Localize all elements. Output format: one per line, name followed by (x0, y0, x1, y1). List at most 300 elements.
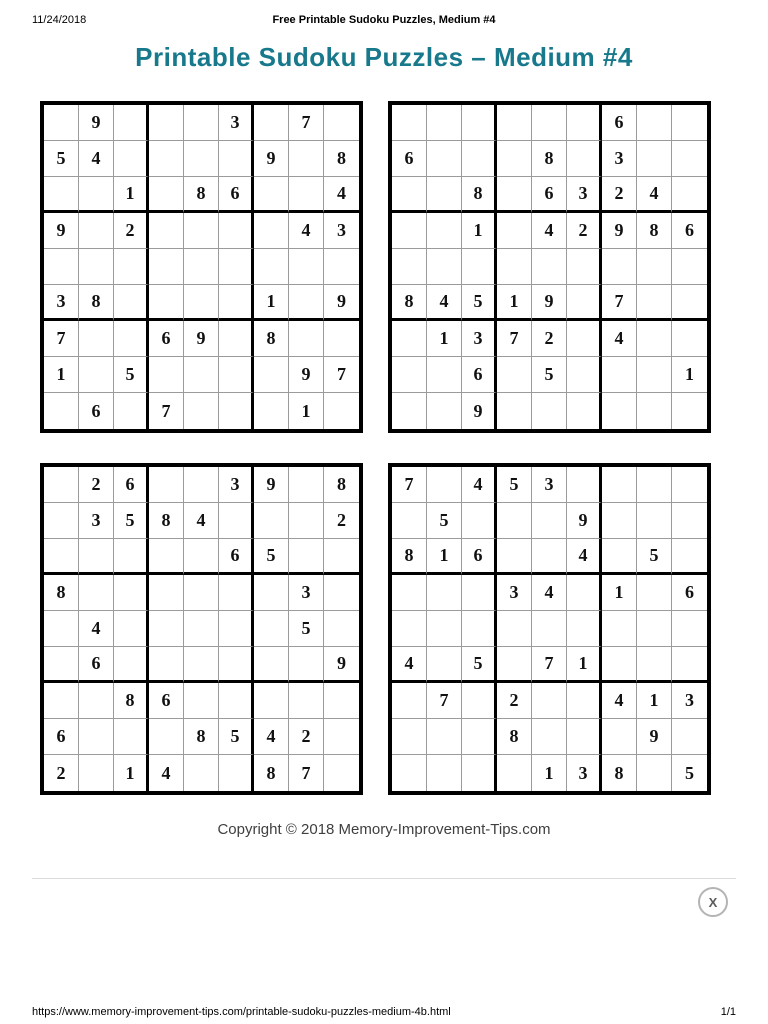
sudoku-cell (392, 177, 427, 213)
sudoku-cell (462, 719, 497, 755)
sudoku-cell: 4 (567, 539, 602, 575)
sudoku-cell: 5 (114, 357, 149, 393)
sudoku-cell (149, 249, 184, 285)
sudoku-cell (392, 357, 427, 393)
sudoku-cell (219, 503, 254, 539)
sudoku-cell: 9 (567, 503, 602, 539)
sudoku-cell (672, 503, 707, 539)
sudoku-cell: 8 (44, 575, 79, 611)
sudoku-cell (289, 647, 324, 683)
sudoku-cell (79, 575, 114, 611)
sudoku-cell (324, 575, 359, 611)
sudoku-cell (637, 467, 672, 503)
sudoku-cell (149, 285, 184, 321)
sudoku-cell (289, 177, 324, 213)
sudoku-cell: 1 (427, 539, 462, 575)
sudoku-cell: 3 (462, 321, 497, 357)
sudoku-cell (462, 755, 497, 791)
sudoku-cell (324, 105, 359, 141)
sudoku-cell (567, 285, 602, 321)
sudoku-cell (567, 141, 602, 177)
sudoku-cell (602, 249, 637, 285)
sudoku-cell: 1 (114, 755, 149, 791)
sudoku-cell: 4 (637, 177, 672, 213)
sudoku-cell (427, 467, 462, 503)
sudoku-cell: 1 (637, 683, 672, 719)
sudoku-cell (427, 141, 462, 177)
sudoku-cell (184, 249, 219, 285)
sudoku-cell: 1 (672, 357, 707, 393)
sudoku-cell (567, 105, 602, 141)
sudoku-cell (532, 393, 567, 429)
sudoku-cell (324, 719, 359, 755)
puzzle-grid-container (40, 101, 768, 795)
sudoku-grid-top-right (388, 101, 711, 433)
sudoku-cell (672, 141, 707, 177)
sudoku-cell (44, 611, 79, 647)
sudoku-cell (497, 539, 532, 575)
sudoku-cell (672, 539, 707, 575)
sudoku-cell (324, 321, 359, 357)
sudoku-cell: 2 (532, 321, 567, 357)
sudoku-cell (672, 647, 707, 683)
sudoku-cell (114, 105, 149, 141)
sudoku-cell (219, 141, 254, 177)
sudoku-cell: 9 (532, 285, 567, 321)
sudoku-cell (149, 105, 184, 141)
sudoku-cell (602, 539, 637, 575)
sudoku-cell: 5 (532, 357, 567, 393)
sudoku-cell: 8 (392, 285, 427, 321)
sudoku-cell (184, 755, 219, 791)
sudoku-cell: 4 (532, 213, 567, 249)
sudoku-cell: 4 (462, 467, 497, 503)
sudoku-cell: 2 (44, 755, 79, 791)
sudoku-cell: 5 (427, 503, 462, 539)
sudoku-cell (289, 321, 324, 357)
sudoku-cell (637, 105, 672, 141)
sudoku-cell: 4 (79, 141, 114, 177)
print-header-spacer (496, 14, 736, 26)
sudoku-cell (324, 539, 359, 575)
print-date: 11/24/2018 (32, 14, 87, 26)
sudoku-cell (672, 105, 707, 141)
sudoku-cell (219, 683, 254, 719)
sudoku-cell (254, 647, 289, 683)
sudoku-cell: 6 (79, 647, 114, 683)
sudoku-cell (427, 105, 462, 141)
sudoku-cell (44, 393, 79, 429)
sudoku-cell: 8 (602, 755, 637, 791)
sudoku-cell: 3 (289, 575, 324, 611)
sudoku-cell (567, 393, 602, 429)
sudoku-cell (114, 719, 149, 755)
sudoku-cell: 8 (254, 321, 289, 357)
sudoku-cell (672, 249, 707, 285)
sudoku-cell (184, 285, 219, 321)
sudoku-cell (462, 141, 497, 177)
sudoku-cell: 2 (567, 213, 602, 249)
sudoku-cell (672, 611, 707, 647)
sudoku-cell (149, 719, 184, 755)
sudoku-cell: 3 (602, 141, 637, 177)
sudoku-cell (254, 213, 289, 249)
sudoku-cell: 1 (427, 321, 462, 357)
sudoku-cell (79, 249, 114, 285)
sudoku-cell (602, 503, 637, 539)
sudoku-cell (497, 755, 532, 791)
sudoku-cell: 5 (685, 762, 694, 783)
sudoku-cell (427, 647, 462, 683)
sudoku-cell (219, 575, 254, 611)
sudoku-cell: 7 (149, 393, 184, 429)
sudoku-cell: 1 (254, 285, 289, 321)
sudoku-cell (114, 285, 149, 321)
sudoku-cell (114, 611, 149, 647)
sudoku-cell (392, 611, 427, 647)
sudoku-cell (462, 249, 497, 285)
sudoku-cell: 6 (602, 105, 637, 141)
sudoku-cell (392, 213, 427, 249)
sudoku-cell: 5 (462, 647, 497, 683)
sudoku-cell (184, 393, 219, 429)
sudoku-cell (79, 213, 114, 249)
sudoku-cell (672, 285, 707, 321)
sudoku-cell: 2 (602, 177, 637, 213)
sudoku-cell (324, 755, 359, 791)
sudoku-cell: 8 (184, 719, 219, 755)
sudoku-cell (324, 393, 359, 429)
sudoku-cell (602, 393, 637, 429)
sudoku-cell: 3 (44, 285, 79, 321)
sudoku-cell (567, 249, 602, 285)
sudoku-cell: 2 (324, 503, 359, 539)
sudoku-cell (427, 719, 462, 755)
sudoku-cell (637, 755, 672, 791)
sudoku-cell: 5 (219, 719, 254, 755)
sudoku-cell (567, 611, 602, 647)
sudoku-cell (497, 177, 532, 213)
sudoku-cell: 1 (114, 177, 149, 213)
sudoku-cell: 8 (184, 177, 219, 213)
sudoku-cell (184, 105, 219, 141)
sudoku-cell (427, 249, 462, 285)
sudoku-cell (44, 467, 79, 503)
sudoku-cell (219, 249, 254, 285)
sudoku-cell (149, 575, 184, 611)
sudoku-cell: 9 (289, 357, 324, 393)
sudoku-cell (497, 611, 532, 647)
sudoku-cell (672, 467, 707, 503)
sudoku-cell: 5 (289, 611, 324, 647)
sudoku-cell (44, 647, 79, 683)
sudoku-cell (219, 357, 254, 393)
sudoku-cell (184, 357, 219, 393)
page-number: 1/1 (720, 1006, 736, 1018)
sudoku-cell (672, 719, 707, 755)
sudoku-cell (184, 539, 219, 575)
sudoku-cell (602, 719, 637, 755)
sudoku-cell (602, 467, 637, 503)
sudoku-cell (567, 575, 602, 611)
sudoku-cell (392, 105, 427, 141)
sudoku-cell (602, 647, 637, 683)
sudoku-cell (149, 467, 184, 503)
sudoku-cell (532, 683, 567, 719)
sudoku-cell: 8 (637, 213, 672, 249)
sudoku-cell: 2 (79, 467, 114, 503)
sudoku-cell (324, 611, 359, 647)
sudoku-cell: 7 (289, 105, 324, 141)
sudoku-cell (567, 467, 602, 503)
sudoku-cell: 1 (44, 357, 79, 393)
sudoku-cell (462, 683, 497, 719)
sudoku-cell (602, 357, 637, 393)
sudoku-cell (254, 611, 289, 647)
sudoku-cell: 8 (392, 539, 427, 575)
sudoku-cell (497, 213, 532, 249)
sudoku-cell: 7 (392, 467, 427, 503)
sudoku-cell: 6 (44, 719, 79, 755)
sudoku-cell (427, 393, 462, 429)
sudoku-cell: 4 (602, 321, 637, 357)
sudoku-cell (497, 141, 532, 177)
sudoku-cell (427, 213, 462, 249)
sudoku-cell (79, 177, 114, 213)
sudoku-cell: 5 (44, 141, 79, 177)
sudoku-cell (44, 177, 79, 213)
sudoku-cell (44, 105, 79, 141)
sudoku-cell (602, 611, 637, 647)
sudoku-cell: 6 (462, 357, 497, 393)
sudoku-cell: 2 (497, 683, 532, 719)
sudoku-cell: 7 (324, 357, 359, 393)
sudoku-cell (149, 177, 184, 213)
sudoku-cell: 7 (602, 285, 637, 321)
sudoku-cell (637, 141, 672, 177)
sudoku-cell: 6 (392, 141, 427, 177)
close-button[interactable]: X (698, 887, 728, 917)
sudoku-cell (184, 467, 219, 503)
sudoku-cell: 8 (324, 141, 359, 177)
copyright-text: Copyright © 2018 Memory-Improvement-Tips.com (217, 821, 551, 838)
sudoku-cell (497, 105, 532, 141)
sudoku-cell (497, 503, 532, 539)
sudoku-cell (462, 611, 497, 647)
sudoku-cell (149, 647, 184, 683)
sudoku-cell (184, 647, 219, 683)
sudoku-cell: 6 (219, 177, 254, 213)
sudoku-cell (567, 357, 602, 393)
sudoku-cell: 2 (114, 213, 149, 249)
sudoku-cell (219, 611, 254, 647)
page-title: Printable Sudoku Puzzles – Medium #4 (135, 42, 633, 72)
sudoku-cell (392, 683, 427, 719)
sudoku-cell (532, 503, 567, 539)
sudoku-cell (79, 321, 114, 357)
sudoku-cell (289, 141, 324, 177)
sudoku-cell (114, 647, 149, 683)
sudoku-cell (149, 141, 184, 177)
sudoku-cell (149, 213, 184, 249)
sudoku-cell (637, 285, 672, 321)
sudoku-cell (254, 393, 289, 429)
sudoku-cell (114, 539, 149, 575)
sudoku-cell: 3 (79, 503, 114, 539)
sudoku-cell (324, 249, 359, 285)
sudoku-cell (637, 611, 672, 647)
sudoku-cell: 6 (114, 467, 149, 503)
sudoku-cell (79, 755, 114, 791)
sudoku-cell (392, 719, 427, 755)
sudoku-cell: 1 (462, 213, 497, 249)
sudoku-cell (567, 321, 602, 357)
sudoku-cell (462, 575, 497, 611)
sudoku-cell (79, 539, 114, 575)
sudoku-cell (427, 575, 462, 611)
sudoku-cell: 8 (324, 467, 359, 503)
sudoku-cell: 1 (532, 755, 567, 791)
sudoku-cell: 4 (602, 683, 637, 719)
sudoku-cell (637, 249, 672, 285)
sudoku-cell: 9 (254, 467, 289, 503)
sudoku-cell (532, 539, 567, 575)
sudoku-cell: 8 (497, 719, 532, 755)
sudoku-cell (219, 647, 254, 683)
sudoku-cell: 5 (462, 285, 497, 321)
sudoku-cell: 8 (79, 285, 114, 321)
sudoku-cell (427, 177, 462, 213)
sudoku-cell (184, 141, 219, 177)
sudoku-cell (462, 105, 497, 141)
sudoku-cell: 6 (149, 683, 184, 719)
sudoku-cell: 7 (497, 321, 532, 357)
sudoku-cell: 5 (114, 503, 149, 539)
sudoku-cell (114, 393, 149, 429)
sudoku-cell: 3 (567, 755, 602, 791)
sudoku-cell: 4 (392, 647, 427, 683)
sudoku-cell: 8 (532, 141, 567, 177)
sudoku-cell (637, 575, 672, 611)
sudoku-cell: 9 (254, 141, 289, 177)
sudoku-cell (254, 357, 289, 393)
sudoku-cell: 1 (289, 393, 324, 429)
sudoku-cell: 6 (462, 539, 497, 575)
sudoku-cell (219, 393, 254, 429)
sudoku-cell (392, 321, 427, 357)
sudoku-cell (114, 321, 149, 357)
sudoku-cell (254, 249, 289, 285)
sudoku-cell (637, 503, 672, 539)
sudoku-cell: 9 (79, 105, 114, 141)
sudoku-cell: 3 (567, 177, 602, 213)
sudoku-cell: 9 (324, 647, 359, 683)
sudoku-cell: 4 (427, 285, 462, 321)
sudoku-cell: 1 (567, 647, 602, 683)
sudoku-cell (254, 503, 289, 539)
sudoku-cell (149, 357, 184, 393)
sudoku-cell: 6 (149, 321, 184, 357)
sudoku-cell: 6 (219, 539, 254, 575)
sudoku-cell: 9 (462, 393, 497, 429)
sudoku-cell (392, 575, 427, 611)
sudoku-cell: 8 (114, 683, 149, 719)
sudoku-cell (427, 755, 462, 791)
sudoku-cell (637, 647, 672, 683)
sudoku-cell (497, 249, 532, 285)
sudoku-cell (114, 249, 149, 285)
sudoku-cell: 9 (602, 213, 637, 249)
sudoku-cell (184, 213, 219, 249)
sudoku-cell: 4 (149, 755, 184, 791)
sudoku-cell (79, 683, 114, 719)
sudoku-cell (289, 683, 324, 719)
sudoku-cell: 7 (532, 647, 567, 683)
sudoku-cell (324, 683, 359, 719)
sudoku-cell (497, 357, 532, 393)
sudoku-cell: 1 (497, 285, 532, 321)
sudoku-cell (184, 611, 219, 647)
sudoku-cell (392, 249, 427, 285)
sudoku-cell (289, 285, 324, 321)
sudoku-cell (254, 177, 289, 213)
sudoku-cell (44, 249, 79, 285)
sudoku-cell: 7 (44, 321, 79, 357)
sudoku-cell: 5 (637, 539, 672, 575)
sudoku-cell: 4 (254, 719, 289, 755)
sudoku-cell (497, 393, 532, 429)
sudoku-cell: 4 (289, 213, 324, 249)
sudoku-cell (79, 719, 114, 755)
sudoku-cell (114, 575, 149, 611)
sudoku-grid-bottom-left (40, 463, 363, 795)
sudoku-cell: 3 (219, 105, 254, 141)
sudoku-cell: 3 (497, 575, 532, 611)
sudoku-cell (149, 611, 184, 647)
sudoku-cell: 8 (462, 177, 497, 213)
sudoku-grid-top-left (40, 101, 363, 433)
sudoku-cell (637, 357, 672, 393)
sudoku-grid-bottom-right (388, 463, 711, 795)
sudoku-cell: 4 (184, 503, 219, 539)
sudoku-cell (254, 575, 289, 611)
sudoku-cell (462, 503, 497, 539)
sudoku-cell (289, 249, 324, 285)
sudoku-cell: 4 (324, 177, 359, 213)
sudoku-cell: 5 (497, 467, 532, 503)
print-footer (32, 1006, 736, 1018)
sudoku-cell (289, 539, 324, 575)
sudoku-cell: 6 (672, 575, 707, 611)
sudoku-cell (219, 755, 254, 791)
sudoku-cell (184, 683, 219, 719)
sudoku-cell: 5 (254, 539, 289, 575)
print-doc-title: Free Printable Sudoku Puzzles, Medium #4 (272, 14, 496, 26)
close-button-row (0, 879, 768, 917)
sudoku-cell (672, 321, 707, 357)
sudoku-cell (254, 105, 289, 141)
sudoku-cell (427, 611, 462, 647)
sudoku-cell (79, 357, 114, 393)
sudoku-cell: 6 (79, 393, 114, 429)
sudoku-cell (44, 683, 79, 719)
sudoku-cell (219, 213, 254, 249)
sudoku-cell (44, 503, 79, 539)
sudoku-cell (532, 719, 567, 755)
sudoku-cell: 4 (532, 575, 567, 611)
sudoku-cell (637, 321, 672, 357)
sudoku-cell (637, 393, 672, 429)
